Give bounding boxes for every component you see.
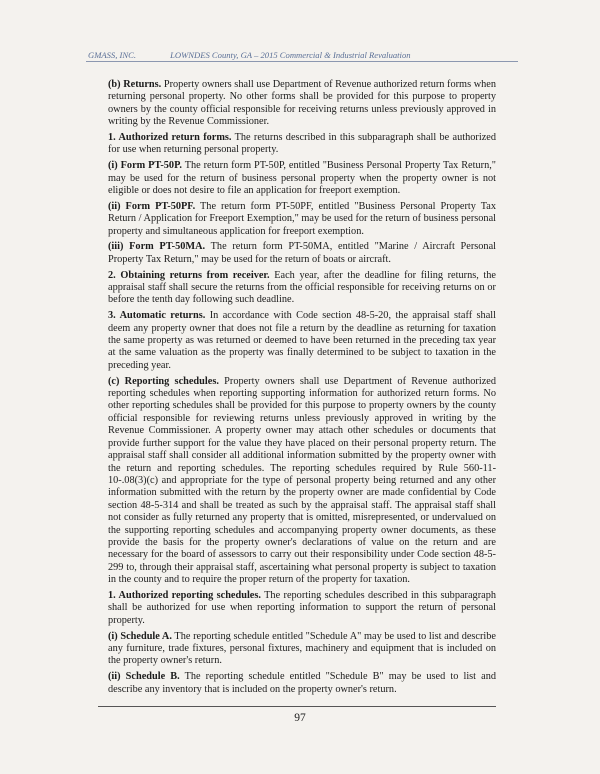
paragraph-returns bbox=[108, 79, 496, 129]
paragraph-form-pt-50pf bbox=[108, 201, 496, 238]
header-title: LOWNDES County, GA – 2015 Commercial & Industrial Revaluation bbox=[170, 50, 411, 60]
paragraph-text: The return form PT-50P, entitled "Business Personal Property Tax Return," may be used for the return of business personal property when the property owner is not eligible or does not desire to file an application for freeport exemption. bbox=[108, 160, 496, 197]
paragraph-heading: 1. Authorized reporting schedules. bbox=[108, 589, 261, 601]
paragraph-text: The return form PT-50MA, entitled "Marine / Aircraft Personal Property Tax Return," may be used for the return of boats or aircraft. bbox=[108, 241, 496, 265]
header-company: GMASS, INC. bbox=[88, 50, 136, 60]
paragraph-heading: (ii) Schedule B. bbox=[108, 671, 180, 683]
paragraph-heading: 3. Automatic returns. bbox=[108, 310, 206, 322]
paragraph-reporting-schedules bbox=[108, 376, 496, 587]
paragraph-text: The reporting schedules described in this subparagraph shall be authorized for use when reporting information to support the return of personal property. bbox=[108, 589, 496, 626]
paragraph-schedule-b bbox=[108, 671, 496, 696]
page-number: 97 bbox=[294, 712, 306, 724]
paragraph-text: In accordance with Code section 48-5-20, the appraisal staff shall deem any property owner that does not file a return by the deadline as returning for taxation the same property as was returned or deemed to have been returned in the preceding tax year at the same valuation as the property was finally determined to be subject to taxation in the preceding year. bbox=[108, 310, 496, 371]
paragraph-text: The reporting schedule entitled "Schedule B" may be used to list and describe any inventory that is included on the property owner's return. bbox=[108, 671, 497, 695]
body-text bbox=[108, 79, 496, 699]
header-divider bbox=[86, 61, 518, 62]
paragraph-heading: (c) Reporting schedules. bbox=[108, 375, 219, 387]
paragraph-text: The reporting schedule entitled "Schedule A" may be used to list and describe any furniture, trade fixtures, personal fixtures, machinery and equipment that is included on the property owner's return. bbox=[108, 630, 496, 667]
paragraph-text: Each year, after the deadline for filing returns, the appraisal staff shall secure the returns from the official responsible for receiving returns on or before the tenth day following such deadline. bbox=[108, 269, 496, 306]
paragraph-schedule-a bbox=[108, 631, 496, 668]
paragraph-heading: (iii) Form PT-50MA. bbox=[108, 241, 206, 253]
paragraph-heading: (ii) Form PT-50PF. bbox=[108, 200, 196, 212]
paragraph-authorized-return-forms bbox=[108, 132, 496, 157]
paragraph-heading: (i) Form PT-50P. bbox=[108, 160, 182, 172]
paragraph-heading: (i) Schedule A. bbox=[108, 630, 172, 642]
page-header bbox=[88, 50, 528, 60]
paragraph-form-pt-50p bbox=[108, 160, 496, 197]
paragraph-text: The return form PT-50PF, entitled "Business Personal Property Tax Return / Application for Freeport Exemption," may be used for the return of business personal property and simultaneous application for freeport exemption. bbox=[108, 200, 496, 237]
paragraph-automatic-returns bbox=[108, 310, 496, 372]
paragraph-heading: 1. Authorized return forms. bbox=[108, 132, 232, 144]
paragraph-heading: (b) Returns. bbox=[108, 79, 162, 90]
paragraph-text: Property owners shall use Department of Revenue authorized reporting schedules when reporting supporting information for authorized return forms. No other reporting schedules shall be provided for this purpose to property owners by the county official responsible for reviewing returns unless previously approved in writing by the Revenue Commissioner. A property owner may attach other schedules or documents that provide further support for the value they have placed on their personal property return. The appraisal staff shall consider all additional information submitted by the property owner with the return and reporting schedules. The reporting schedules required by Rule 560-11-10-.08(3)(c) and appropriate for the type of personal property being returned and any other information submitted with the return by the property owner are made confidential by Code section 48-5-314 and shall be treated as such by the appraisal staff. The appraisal staff shall not consider as fully returned any property that is omitted, misrepresented, or undervalued on the supporting reporting schedules and accompanying property owner documents, as these provide the basis for the property owner's declarations of value on the return and are necessary for the board of assessors to carry out their responsibility under Code section 48-5-299 to, through their appraisal staff, ascertaining what personal property is subject to taxation in the county and to require the proper return of the property for taxation. bbox=[108, 375, 496, 586]
paragraph-form-pt-50ma bbox=[108, 241, 496, 266]
paragraph-heading: 2. Obtaining returns from receiver. bbox=[108, 269, 270, 281]
paragraph-authorized-reporting-schedules bbox=[108, 590, 496, 627]
footer-divider bbox=[98, 706, 496, 707]
paragraph-text: The returns described in this subparagraph shall be authorized for use when returning personal property. bbox=[108, 132, 496, 156]
paragraph-obtaining-returns bbox=[108, 270, 496, 307]
paragraph-text: Property owners shall use Department of Revenue authorized return forms when returning personal property. No other forms shall be provided for this purpose to property owners by the county official responsible for receiving returns unless previously approved in writing by the Revenue Commissioner. bbox=[108, 79, 496, 128]
